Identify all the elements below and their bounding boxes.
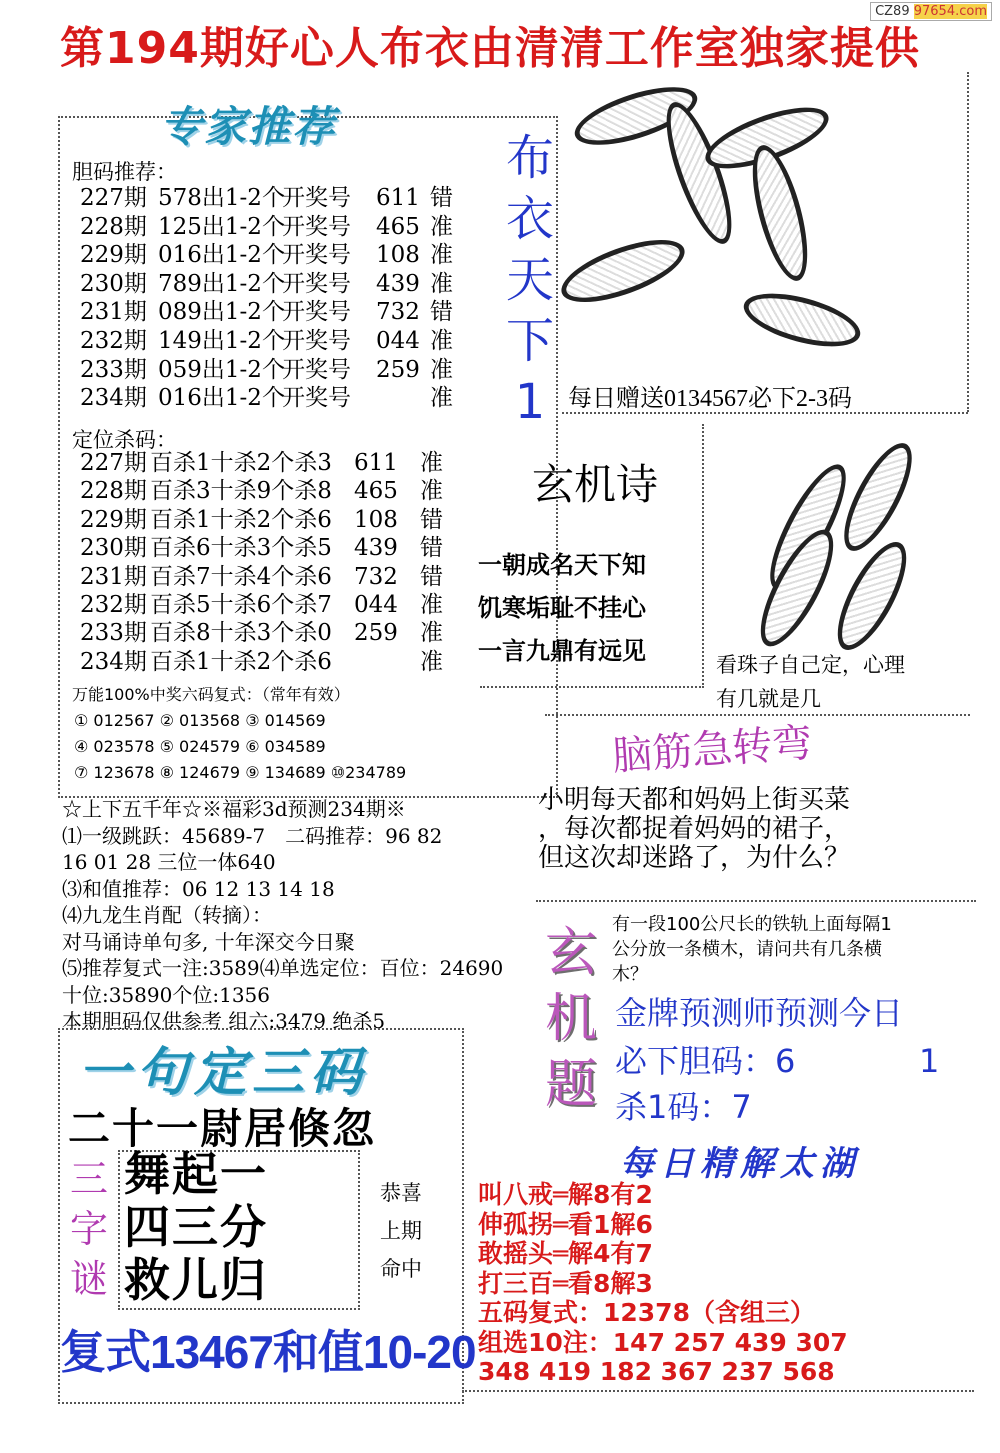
watermark: CZ89 97654.com xyxy=(870,2,992,21)
congrats-line: 恭喜 xyxy=(380,1181,422,1205)
period-cell: 228期 xyxy=(80,213,147,240)
period-cell: 227期 xyxy=(80,450,147,476)
question-line: 公分放一条横木，请问共有几条横 xyxy=(612,939,882,960)
yiju-riddle: 二十一尉居倏忽 xyxy=(68,1104,377,1153)
table-row xyxy=(80,241,453,270)
vertical-char: 玄 xyxy=(544,923,597,983)
result-cell: 准 xyxy=(430,385,453,412)
divider xyxy=(536,900,976,902)
vertical-char: 1 xyxy=(514,374,546,430)
label-cell: 开奖号 xyxy=(282,299,351,326)
pick-cell: 125出1-2个 xyxy=(158,213,285,240)
beads-note: 看珠子自己定，心理 有几就是几 xyxy=(716,653,905,711)
result-cell: 准 xyxy=(420,478,443,505)
table-row xyxy=(80,213,453,242)
poem-line: 一言九鼎有远见 xyxy=(478,637,646,665)
history-line: ☆上下五千年☆※福彩3d预测234期※ xyxy=(62,797,406,821)
question-line: 小明每天都和妈妈上街买菜 xyxy=(538,785,851,815)
table-row xyxy=(80,619,443,647)
pick-cell: 百杀5十杀6个杀7 xyxy=(150,592,332,619)
xuanji-question xyxy=(612,912,892,987)
pick-cell: 百杀1十杀2个杀6 xyxy=(150,506,332,533)
dan-prediction: 必下胆码：6 1 xyxy=(615,1042,940,1080)
result-cell: 错 xyxy=(430,299,453,326)
pick-cell: 百杀6十杀3个杀5 xyxy=(150,535,332,562)
buyi-vertical xyxy=(500,128,560,433)
taihu-line: 叫八戒═解8有2 xyxy=(478,1180,653,1209)
taihu-line: 348 419 182 367 237 568 xyxy=(478,1357,835,1386)
period-cell: 228期 xyxy=(80,478,147,505)
pick-cell: 789出1-2个 xyxy=(158,270,285,297)
label-cell: 开奖号 xyxy=(282,213,351,240)
table-row xyxy=(80,477,443,505)
label-cell: 开奖号 xyxy=(282,270,351,297)
kill-label: 定位杀码： xyxy=(72,428,177,452)
list-item: ① 012567 ② 013568 ③ 014569 xyxy=(74,711,326,730)
congrats xyxy=(380,1174,422,1288)
fushi-sum: 复式13467和值10-20 xyxy=(60,1326,476,1378)
table-row xyxy=(80,648,443,676)
label-cell: 开奖号 xyxy=(282,185,351,211)
table-row xyxy=(80,449,443,477)
question-line: ，每次都捉着妈妈的裙子， xyxy=(538,814,851,844)
wanneng-list xyxy=(74,708,406,786)
daily-gift: 每日赠送0134567必下2-3码 xyxy=(568,386,852,412)
result-cell: 准 xyxy=(430,242,453,269)
number-cell: 259 xyxy=(376,356,420,383)
pick-cell: 059出1-2个 xyxy=(158,356,285,383)
number-cell: 439 xyxy=(376,270,420,297)
congrats-line: 命中 xyxy=(380,1257,422,1281)
dan-label: 胆码推荐： xyxy=(72,160,177,184)
period-cell: 233期 xyxy=(80,356,147,383)
vertical-char: 字 xyxy=(69,1207,108,1251)
history-block xyxy=(62,796,503,1035)
number-cell: 465 xyxy=(376,213,420,240)
history-line: ⑴一级跳跃：45689-7 二码推荐：96 82 xyxy=(62,823,443,848)
vertical-char: 谜 xyxy=(69,1257,108,1301)
taihu-line: 打三百═看8解3 xyxy=(478,1268,653,1298)
result-cell: 准 xyxy=(420,620,443,647)
number-cell: 044 xyxy=(376,327,420,354)
result-cell: 准 xyxy=(430,213,453,240)
result-cell: 准 xyxy=(420,648,443,675)
result-cell: 错 xyxy=(430,185,453,211)
pick-cell: 149出1-2个 xyxy=(158,327,285,354)
question-line: 木？ xyxy=(612,964,648,985)
poem-line: 一朝成名天下知 xyxy=(478,551,646,579)
history-line: ⑸推荐复式一注:3589⑷单选定位：百位：24690 xyxy=(62,956,504,980)
period-cell: 229期 xyxy=(80,506,147,533)
poem-title: 玄机诗 xyxy=(532,460,659,509)
vertical-char: 机 xyxy=(544,989,597,1049)
period-cell: 229期 xyxy=(80,242,147,269)
kill-table xyxy=(80,449,443,676)
yiju-title: 一句定三码 xyxy=(78,1043,369,1103)
expert-heading: 专家推荐 xyxy=(160,102,337,151)
vertical-char: 下 xyxy=(505,313,554,369)
vertical-char: 天 xyxy=(505,252,554,308)
table-row xyxy=(80,563,443,591)
pick-cell: 578出1-2个 xyxy=(158,185,285,211)
question-line: 有一段100公尺长的铁轨上面每隔1 xyxy=(612,914,892,935)
history-line: 十位:35890个位:1356 xyxy=(62,982,270,1007)
table-row xyxy=(80,534,443,562)
number-cell xyxy=(354,648,420,676)
pick-cell: 016出1-2个 xyxy=(158,242,285,269)
taihu-line: 敢摇头═解4有7 xyxy=(478,1239,653,1268)
number-cell: 044 xyxy=(354,592,398,619)
riddle-line: 舞起一 xyxy=(124,1147,268,1201)
result-cell: 准 xyxy=(430,356,453,383)
history-line: ⑷九龙生肖配（转摘）： xyxy=(62,903,272,927)
number-cell: 465 xyxy=(354,478,398,505)
pick-cell: 百杀1十杀2个杀3 xyxy=(150,450,332,476)
period-cell: 227期 xyxy=(80,185,147,211)
question-line: 但这次却迷路了，为什么？ xyxy=(538,843,851,873)
table-row xyxy=(80,506,443,534)
riddle-line: 救儿归 xyxy=(124,1253,268,1307)
period-cell: 230期 xyxy=(80,270,147,297)
table-row xyxy=(80,298,453,327)
number-cell: 108 xyxy=(354,506,398,533)
sanzi-lines xyxy=(124,1148,268,1307)
sanzi-vertical xyxy=(62,1154,116,1304)
vertical-char: 衣 xyxy=(505,191,554,247)
label-cell: 开奖号 xyxy=(282,385,351,412)
result-cell: 准 xyxy=(430,270,453,297)
vertical-char: 三 xyxy=(69,1157,108,1201)
divider xyxy=(562,412,968,414)
table-row xyxy=(80,591,443,619)
page-title: 第194期好心人布衣由清清工作室独家提供 xyxy=(60,23,920,74)
taihu-line: 五码复式：12378（含组三） xyxy=(478,1298,815,1327)
number-cell: 611 xyxy=(354,450,398,476)
gold-predictor-title: 金牌预测师预测今日 xyxy=(615,994,904,1032)
pick-cell: 百杀7十杀4个杀6 xyxy=(150,563,332,590)
result-cell: 准 xyxy=(430,327,453,354)
pick-cell: 百杀1十杀2个杀6 xyxy=(150,648,332,675)
result-cell: 错 xyxy=(420,535,443,562)
riddle-line: 四三分 xyxy=(124,1200,268,1254)
label-cell: 开奖号 xyxy=(282,356,351,383)
number-cell: 439 xyxy=(354,535,398,562)
taihu-lines xyxy=(478,1180,848,1387)
pick-cell: 百杀8十杀3个杀0 xyxy=(150,620,332,647)
beads-box-border xyxy=(567,72,969,412)
dan-table xyxy=(80,184,453,413)
taihu-line: 伸孤拐═看1解6 xyxy=(478,1209,653,1239)
number-cell: 108 xyxy=(376,242,420,269)
period-cell: 234期 xyxy=(80,648,147,675)
period-cell: 231期 xyxy=(80,299,147,326)
period-cell: 231期 xyxy=(80,563,147,590)
kill-prediction: 杀1码：7 xyxy=(615,1088,752,1126)
table-row xyxy=(80,356,453,385)
result-cell: 准 xyxy=(420,450,443,476)
congrats-line: 上期 xyxy=(380,1219,422,1243)
brain-question xyxy=(538,786,850,873)
history-line: ⑶和值推荐：06 12 13 14 18 xyxy=(62,876,335,901)
history-line: 本期胆码仅供参考 组六:3479 绝杀5 xyxy=(62,1009,386,1033)
number-cell xyxy=(376,384,430,413)
period-cell: 232期 xyxy=(80,592,147,619)
number-11-beads-graphic xyxy=(708,428,938,638)
number-cell: 732 xyxy=(376,299,420,326)
result-cell: 准 xyxy=(420,592,443,619)
table-row xyxy=(80,184,453,213)
result-cell: 错 xyxy=(420,563,443,590)
table-row xyxy=(80,327,453,356)
number-cell: 732 xyxy=(354,563,398,590)
divider xyxy=(462,1390,974,1392)
period-cell: 232期 xyxy=(80,327,147,354)
poem-line: 饥寒垢耻不挂心 xyxy=(478,594,646,622)
number-cell: 611 xyxy=(376,185,420,211)
pick-cell: 089出1-2个 xyxy=(158,299,285,326)
pick-cell: 百杀3十杀9个杀8 xyxy=(150,478,332,505)
period-cell: 233期 xyxy=(80,620,147,647)
label-cell: 开奖号 xyxy=(282,242,351,269)
period-cell: 234期 xyxy=(80,385,147,412)
table-row xyxy=(80,270,453,299)
vertical-char: 布 xyxy=(505,130,554,186)
taihu-line: 组选10注：147 257 439 307 xyxy=(478,1327,848,1357)
result-cell: 错 xyxy=(420,506,443,533)
taihu-title: 每日精解太湖 xyxy=(620,1144,860,1184)
table-row xyxy=(80,384,453,413)
pick-cell: 016出1-2个 xyxy=(158,385,285,412)
list-item: ④ 023578 ⑤ 024579 ⑥ 034589 xyxy=(74,737,326,756)
history-line: 16 01 28 三位一体640 xyxy=(62,850,276,874)
wanneng-label: 万能100%中奖六码复式：（常年有效） xyxy=(72,685,350,704)
brain-title: 脑筋急转弯 xyxy=(610,720,814,780)
label-cell: 开奖号 xyxy=(282,327,351,354)
history-line: 对马诵诗单句多, 十年深交今日聚 xyxy=(62,929,355,954)
list-item: ⑦ 123678 ⑧ 124679 ⑨ 134689 ⑩234789 xyxy=(74,763,407,782)
poem-lines xyxy=(478,544,646,673)
vertical-char: 题 xyxy=(544,1055,597,1115)
period-cell: 230期 xyxy=(80,535,147,562)
number-cell: 259 xyxy=(354,620,398,647)
xuanji-vertical xyxy=(540,920,602,1118)
